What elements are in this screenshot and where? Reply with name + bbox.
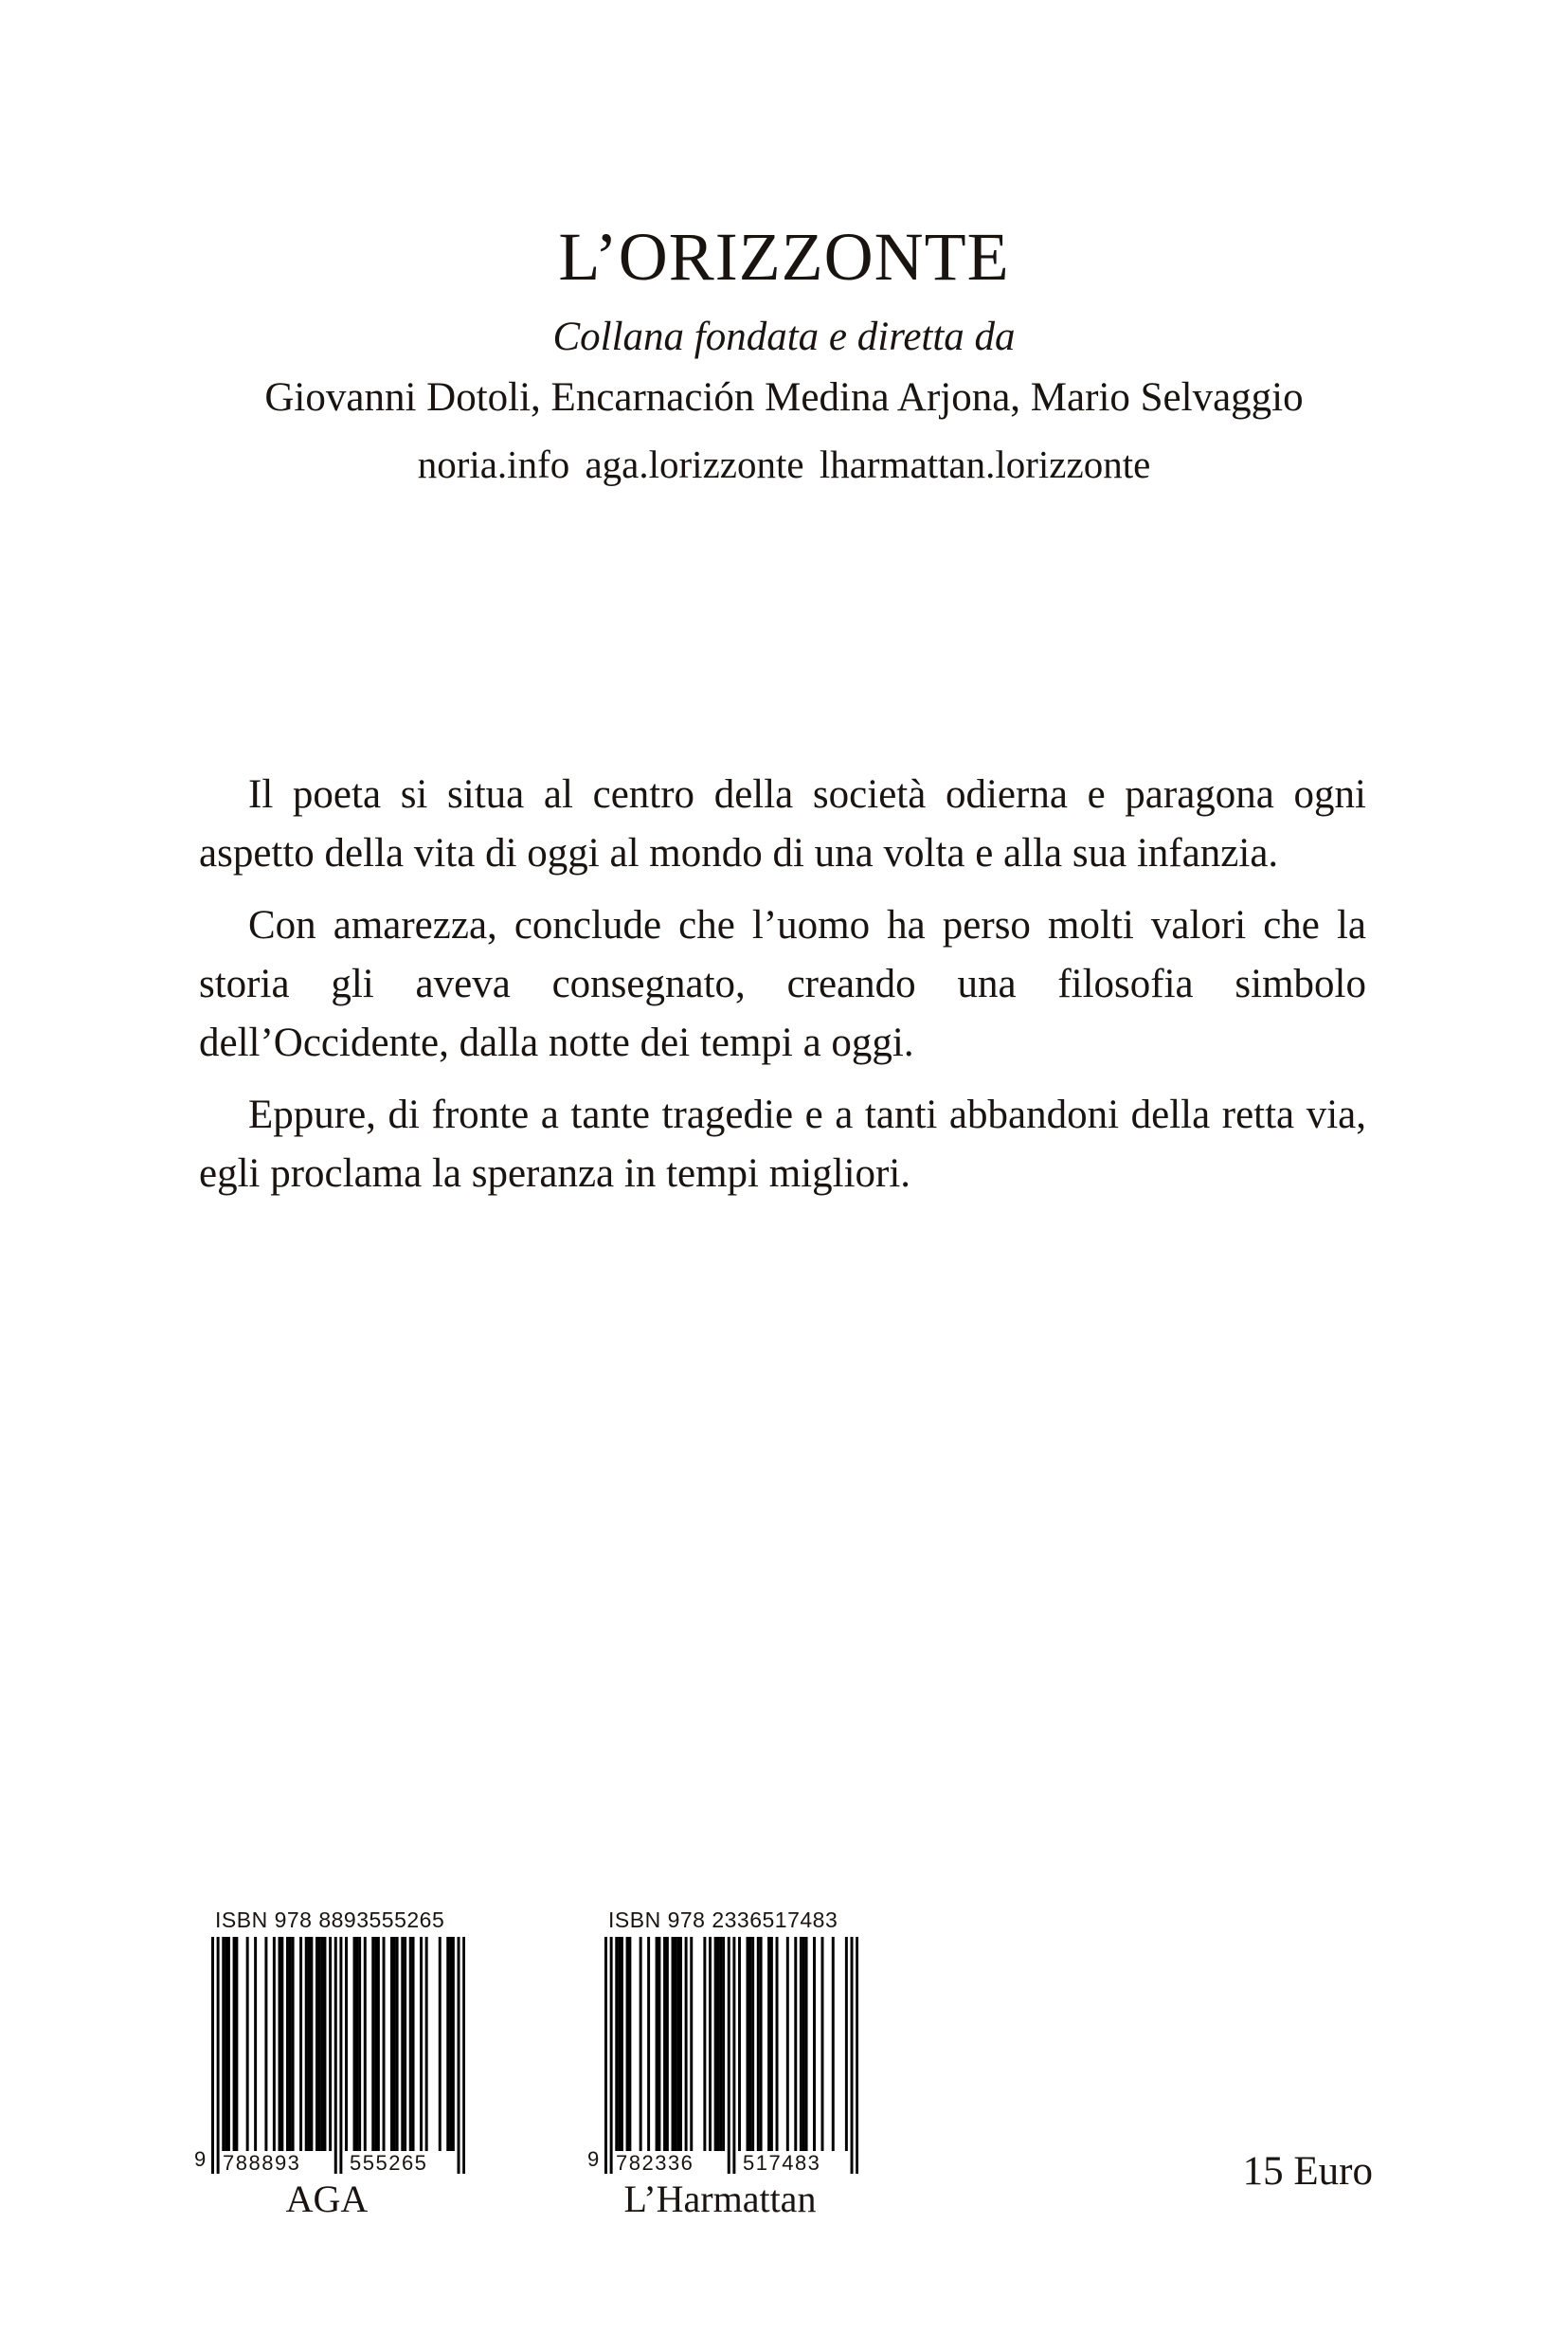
barcode-bar [676,1937,679,2151]
barcode-bar [273,1937,276,2151]
barcode-bar [714,1937,717,2151]
barcode-bar [747,1937,749,2151]
barcode-bar [628,1937,631,2151]
barcode-bar [225,1937,227,2151]
barcode-bar [738,1937,741,2151]
barcode-bar [716,1937,719,2151]
barcode-bar [813,1937,816,2151]
barcode-bar [246,1937,249,2151]
publisher-name: AGA [285,2178,369,2220]
barcode-bar [802,1937,805,2151]
barcode-bar [615,1937,618,2151]
barcode-bar [751,1937,754,2151]
barcode-bar [383,1937,386,2151]
barcode-bar [709,1937,712,2151]
barcode-bar [748,1937,751,2151]
website-lharmattan[interactable]: lharmattan.lorizzonte [819,443,1151,486]
barcode-bar [663,1937,666,2151]
barcode-bar [626,1937,629,2151]
barcode-bar [222,1937,225,2151]
publisher-name: L’Harmattan [623,2178,817,2220]
barcode-bar [851,1937,854,2174]
barcode-bar [621,1937,623,2151]
barcode-bar [618,1937,621,2151]
barcode-bar [767,1937,770,2151]
barcode-bar [776,1937,779,2151]
barcode-bar [315,1937,318,2151]
barcode-bar [409,1937,412,2151]
blurb-paragraph: Il poeta si situa al centro della società odierna e paragona ogni aspetto della vita di oggi al mondo di una volta e alla sua infanzia. [199,772,1366,876]
barcode-bar [401,1937,404,2151]
barcode-bar [845,1937,848,2151]
barcode-bar [310,1937,313,2151]
barcode-bar [305,1937,308,2151]
series-editors: Giovanni Dotoli, Encarnación Medina Arjona, Mario Selvaggio [264,375,1304,420]
barcode-bar [235,1937,238,2151]
series-title: L’ORIZZONTE [558,219,1010,295]
barcode-bar [404,1937,406,2151]
barcode-lead-digit: 9 [587,2147,600,2171]
barcode-bar [446,1937,449,2151]
barcode-bar [345,1937,348,2151]
barcode-bar [719,1937,722,2151]
barcode-bar [279,1937,281,2151]
barcode-bar [339,1937,342,2174]
barcode-bar [640,1937,642,2151]
barcode-bar [396,1937,399,2151]
barcode-bar [233,1937,236,2151]
barcode-bar [393,1937,396,2151]
barcode-bar [286,1937,289,2151]
barcode-bar [264,1937,267,2151]
barcode-bar [821,1937,824,2151]
barcode-bar [805,1937,808,2151]
barcode-bar [334,1937,337,2174]
barcode-bar [377,1937,380,2151]
barcode-bar [449,1937,452,2151]
barcode-bar [770,1937,773,2151]
barcode-aga [194,1907,478,2221]
barcode-bar [390,1937,393,2151]
barcode-left-digits: 788893 [223,2151,301,2175]
blurb-paragraph: Con amarezza, conclude che l’uomo ha perso molti valori che la storia gli aveva consegnato, creando una filosofia simbolo dell’Occidente, dalla notte dei tempi a oggi. [199,903,1366,1065]
barcode-bar [610,1937,613,2174]
barcode-bar [656,1937,658,2151]
barcode-graphic [587,1937,872,2174]
barcode-bar [353,1937,356,2151]
back-cover-blurb [199,766,1366,1217]
blurb-paragraph: Eppure, di fronte a tante tragedie e a tanti abbandoni della retta via, egli proclama la speranza in tempi migliori. [199,1093,1366,1196]
barcode-bar [299,1937,302,2151]
barcode-bar [604,1937,607,2174]
barcode-bar [458,1937,460,2174]
barcode-bar [760,1937,763,2151]
barcode-bar [323,1937,326,2151]
barcode-bar [439,1937,442,2151]
price: 15 Euro [1242,2149,1373,2194]
barcode-bar [856,1937,858,2174]
barcode-bar [690,1937,693,2151]
barcode-bar [364,1937,367,2151]
barcode-bar [329,1937,332,2151]
barcode-bar [800,1937,802,2151]
barcode-bar [666,1937,669,2151]
barcode-bar [412,1937,415,2151]
barcode-bar [674,1937,676,2151]
barcode-bar [647,1937,650,2151]
barcode-bar [703,1937,706,2151]
barcode-bar [732,1937,735,2174]
barcode-bar [355,1937,358,2151]
barcode-bar [211,1937,214,2174]
barcode-bar [321,1937,324,2151]
barcode-bar [685,1937,688,2151]
barcode-left-digits: 782336 [616,2151,694,2175]
barcode-bar [371,1937,374,2151]
barcode-bar [292,1937,295,2151]
barcode-bar [658,1937,660,2151]
website-aga[interactable]: aga.lorizzonte [585,443,804,486]
barcode-bars-icon [211,1937,465,2174]
series-subtitle: Collana fondata e diretta da [552,315,1016,359]
barcode-bar [289,1937,292,2151]
barcode-bar [757,1937,760,2151]
barcode-bar [672,1937,675,2151]
isbn-label: ISBN 978 2336517483 [608,1907,838,1932]
series-websites [0,438,1568,491]
barcode-bar [227,1937,230,2151]
barcode-bar [318,1937,321,2151]
website-noria[interactable]: noria.info [417,443,570,486]
barcode-bar [786,1937,789,2151]
barcode-graphic [194,1937,478,2174]
barcode-bar [420,1937,423,2151]
barcode-bar [374,1937,377,2151]
barcode-bars-icon [604,1937,858,2174]
barcode-right-digits: 555265 [350,2151,428,2175]
barcode-bar [832,1937,835,2151]
barcode-bar [358,1937,361,2151]
barcode-lead-digit: 9 [194,2147,207,2171]
barcode-bar [452,1937,455,2151]
barcode-bar [794,1937,797,2151]
isbn-label: ISBN 978 8893555265 [215,1907,445,1932]
barcode-bar [254,1937,257,2151]
barcode-bar [722,1937,725,2151]
barcode-bar [280,1937,283,2151]
barcode-bar [679,1937,682,2151]
barcode-bar [462,1937,465,2174]
barcode-bar [308,1937,311,2151]
barcode-bar [728,1937,730,2174]
barcode-bar [425,1937,428,2151]
barcode-lharmattan [587,1907,872,2221]
barcode-bar [217,1937,220,2174]
barcode-right-digits: 517483 [743,2151,821,2175]
